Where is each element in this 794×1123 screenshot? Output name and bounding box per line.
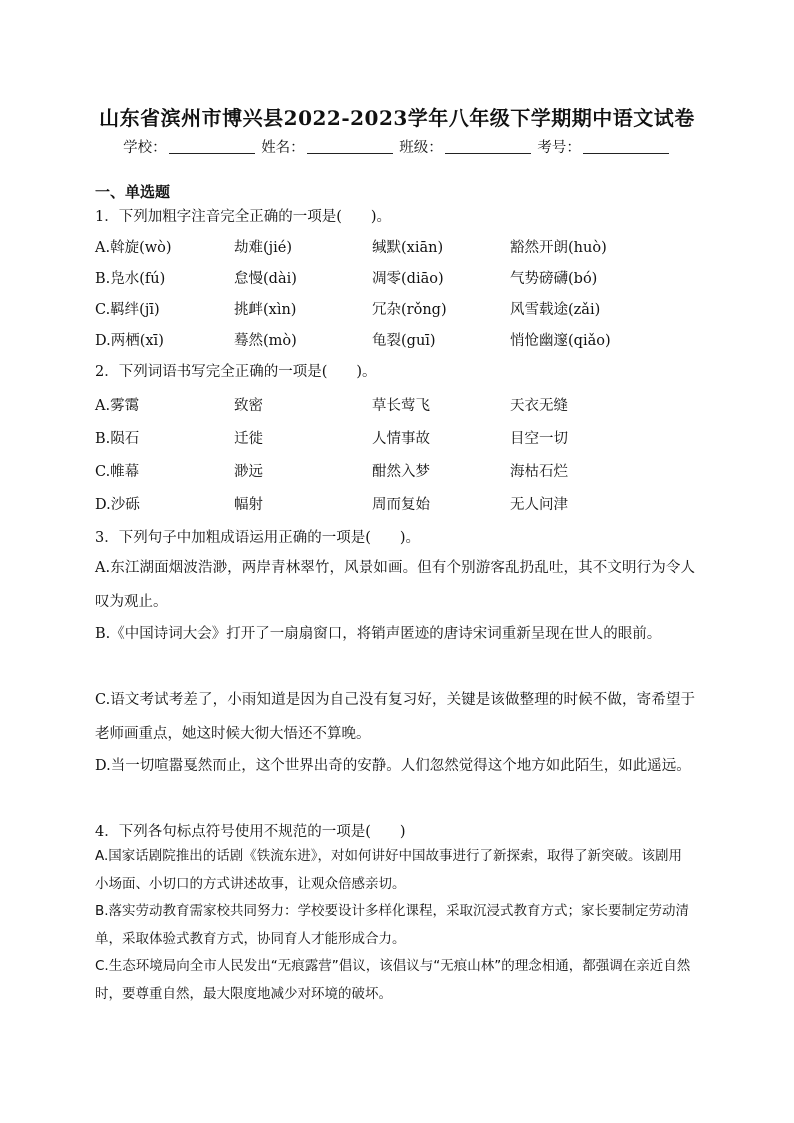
q2-option-cell: A.雾霭 <box>95 398 140 414</box>
q1-option-cell: 挑衅(xìn) <box>234 302 297 318</box>
q3-option-a: A.东江湖面烟波浩渺，两岸青林翠竹，风景如画。但有个别游客乱扔乱吐，其不文明行为令人叹为观止。 <box>95 560 695 610</box>
q1-option-row <box>95 329 735 351</box>
q1-option-cell: 悄怆幽邃(qiǎo) <box>510 333 611 349</box>
q2-option-cell: D.沙砾 <box>95 497 140 513</box>
class-label: 班级： <box>399 140 443 156</box>
name-label: 姓名： <box>261 140 305 156</box>
page-title: 山东省滨州市博兴县2022-2023学年八年级下学期期中语文试卷 <box>99 106 695 130</box>
q2-option-row <box>95 493 735 515</box>
q1-option-row <box>95 267 735 289</box>
q2-option-cell: 幅射 <box>234 497 263 513</box>
q2-option-cell: 草长莺飞 <box>372 398 430 414</box>
q2-option-cell: 酣然入梦 <box>372 464 430 480</box>
q2-option-cell: 周而复始 <box>372 497 430 513</box>
q1-option-cell: 劫难(jié) <box>234 240 293 256</box>
q2-option-row <box>95 394 735 416</box>
q1-option-row <box>95 298 735 320</box>
q1-option-row <box>95 236 735 258</box>
exam-number-label: 考号： <box>537 140 581 156</box>
school-label: 学校： <box>123 140 167 156</box>
q2-option-cell: 渺远 <box>234 464 263 480</box>
q2-option-cell: C.帷幕 <box>95 464 140 480</box>
q1-option-cell: 豁然开朗(huò) <box>510 240 607 256</box>
q1-option-cell: 蓦然(mò) <box>234 333 297 349</box>
q2-option-cell: B.陨石 <box>95 431 140 447</box>
q3-option-c: C.语文考试考差了，小雨知道是因为自己没有复习好，关键是该做整理的时候不做，寄希望于老师画重点，她这时候大彻大悟还不算晚。 <box>95 692 695 742</box>
q1-option-cell: A.斡旋(wò) <box>95 240 172 256</box>
q3-option-d: D.当一切喧嚣戛然而止，这个世界出奇的安静。人们忽然觉得这个地方如此陌生，如此遥远。 <box>95 758 691 774</box>
q2-option-row <box>95 427 735 449</box>
q2-option-cell: 天衣无缝 <box>510 398 568 414</box>
q1-option-cell: 怠慢(dài) <box>234 271 297 287</box>
q4-option-c: C.生态环境局向全市人民发出“无痕露营”倡议，该倡议与“无痕山林”的理念相通，都强调在亲近自然时，要尊重自然，最大限度地减少对环境的破坏。 <box>95 958 691 1002</box>
q2-stem: 2．下列词语书写完全正确的一项是( )。 <box>95 364 377 380</box>
section-title: 一、单选题 <box>95 183 171 201</box>
q2-option-row <box>95 460 735 482</box>
q2-option-cell: 海枯石烂 <box>510 464 568 480</box>
q1-option-cell: 凋零(diāo) <box>372 271 444 287</box>
q2-option-cell: 迁徙 <box>234 431 263 447</box>
q1-option-cell: 龟裂(guī) <box>372 333 436 349</box>
q1-option-cell: C.羁绊(jī) <box>95 302 160 318</box>
student-info-line <box>0 136 794 157</box>
q2-option-cell: 无人问津 <box>510 497 568 513</box>
q4-stem: 4．下列各句标点符号使用不规范的一项是( ) <box>95 824 406 840</box>
q4-option-a: A.国家话剧院推出的话剧《铁流东进》，对如何讲好中国故事进行了新探索，取得了新突破。该剧用小场面、小切口的方式讲述故事，让观众倍感亲切。 <box>95 848 683 892</box>
q1-option-cell: 气势磅礴(bó) <box>510 271 598 287</box>
q2-option-cell: 致密 <box>234 398 263 414</box>
q3-option-b: B.《中国诗词大会》打开了一扇扇窗口，将销声匿迹的唐诗宋词重新呈现在世人的眼前。 <box>95 626 662 642</box>
q3-stem: 3．下列句子中加粗成语运用正确的一项是( )。 <box>95 530 421 546</box>
exam-number-blank[interactable] <box>583 139 669 154</box>
q1-option-cell: 风雪载途(zǎi) <box>510 302 601 318</box>
class-blank[interactable] <box>445 139 531 154</box>
q2-option-cell: 目空一切 <box>510 431 568 447</box>
q2-option-cell: 人情事故 <box>372 431 430 447</box>
q1-option-cell: B.凫水(fú) <box>95 271 166 287</box>
q1-stem: 1．下列加粗字注音完全正确的一项是( )。 <box>95 209 392 225</box>
q1-option-cell: 冗杂(rǒng) <box>372 302 447 318</box>
q1-option-cell: D.两栖(xī) <box>95 333 164 349</box>
q4-option-b: B.落实劳动教育需家校共同努力：学校要设计多样化课程，采取沉浸式教育方式；家长要制定劳动清单，采取体验式教育方式，协同育人才能形成合力。 <box>95 903 690 947</box>
q1-option-cell: 缄默(xiān) <box>372 240 444 256</box>
school-blank[interactable] <box>169 139 255 154</box>
name-blank[interactable] <box>307 139 393 154</box>
